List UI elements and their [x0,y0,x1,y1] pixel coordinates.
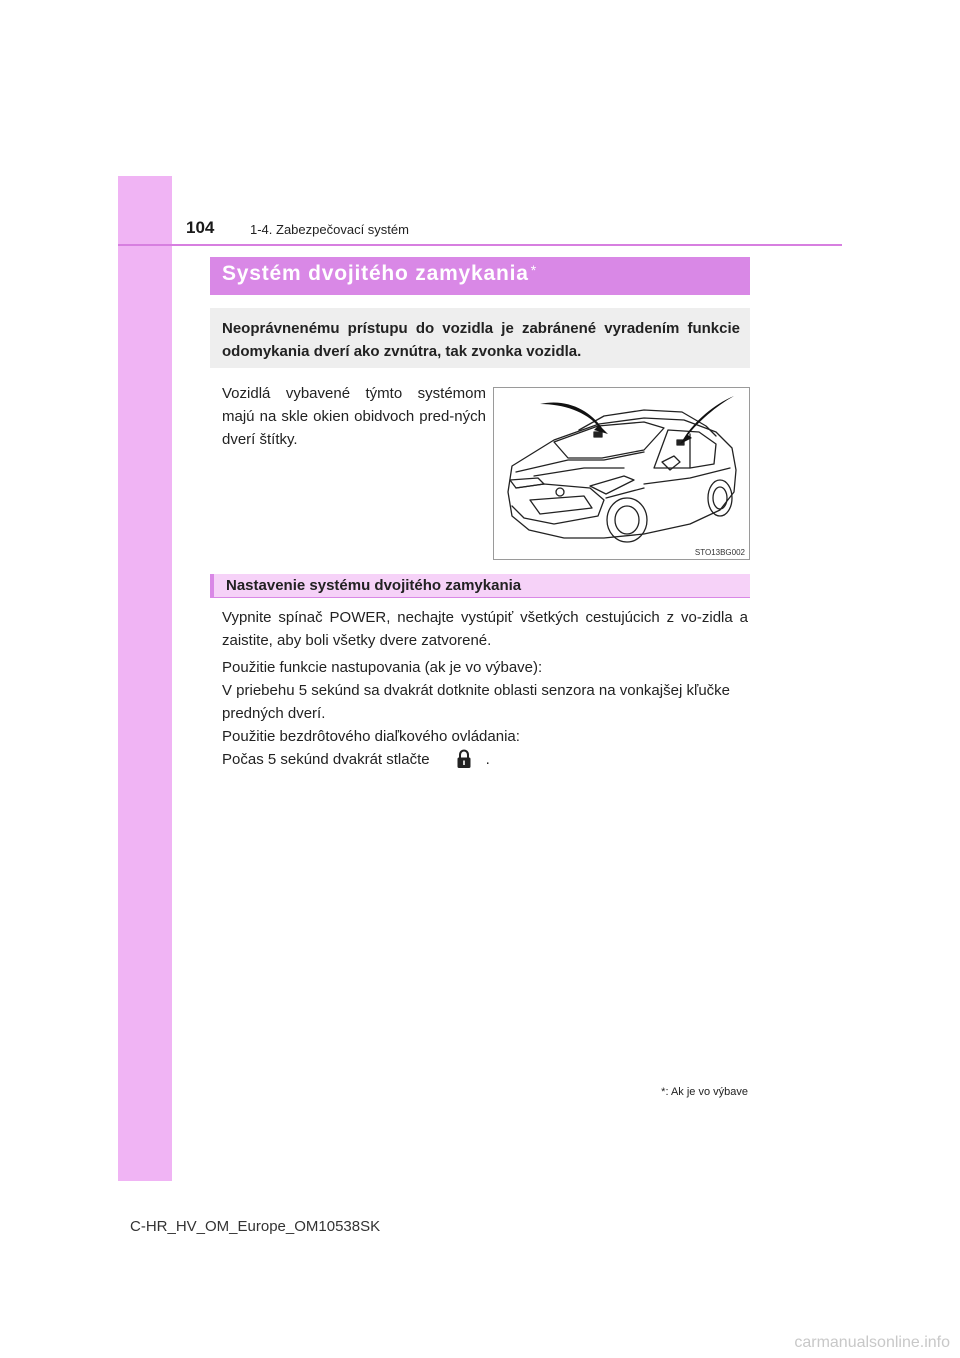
side-description: Vozidlá vybavené týmto systémom majú na skle okien obidvoch pred-ných dverí štítky. [222,385,486,448]
paragraph-2-line-1: Použitie funkcie nastupovania (ak je vo výbave): [222,659,543,676]
footer-document-code: C-HR_HV_OM_Europe_OM10538SK [130,1218,381,1235]
header-divider [118,244,842,246]
paragraph-2 [222,656,748,748]
paragraph-3-period: . [485,751,490,768]
paragraph-3 [222,748,748,771]
intro-box: Neoprávnenému prístupu do vozidla je zabránené vyradením funkcie odomykania dverí ako zvnútra, tak zvonka vozidla. [210,308,750,368]
page-number: 104 [186,218,215,237]
paragraph-2-line-3: Použitie bezdrôtového diaľkového ovládania: [222,728,520,745]
paragraph-2-line-2: V priebehu 5 sekúnd sa dvakrát dotknite oblasti senzora na vonkajšej kľučke predných dverí. [222,682,731,722]
car-illustration [493,387,750,560]
subsection-bar [210,574,750,598]
watermark: carmanualsonline.info [794,1334,950,1351]
paragraph-3-text: Počas 5 sekúnd dvakrát stlačte [222,751,430,768]
footnote-text: : Ak je vo výbave [665,1086,748,1098]
page-title: Systém dvojitého zamykania [222,262,529,285]
subsection-title: Nastavenie systému dvojitého zamykania [226,577,522,594]
lock-icon [454,749,474,769]
section-title: 1-4. Zabezpečovací systém [250,222,409,237]
title-bar [210,257,750,295]
paragraph-1: Vypnite spínač POWER, nechajte vystúpiť všetkých cestujúcich z vo-zidla a zaistite, aby boli všetky dvere zatvorené. [222,609,748,649]
side-color-band [118,176,172,1181]
figure-code: STO13BG002 [694,548,745,557]
footnote-asterisk: * [661,1086,666,1098]
car-with-window-labels-icon [494,388,751,561]
footnote [661,1086,748,1098]
title-asterisk-marker: * [530,262,537,278]
